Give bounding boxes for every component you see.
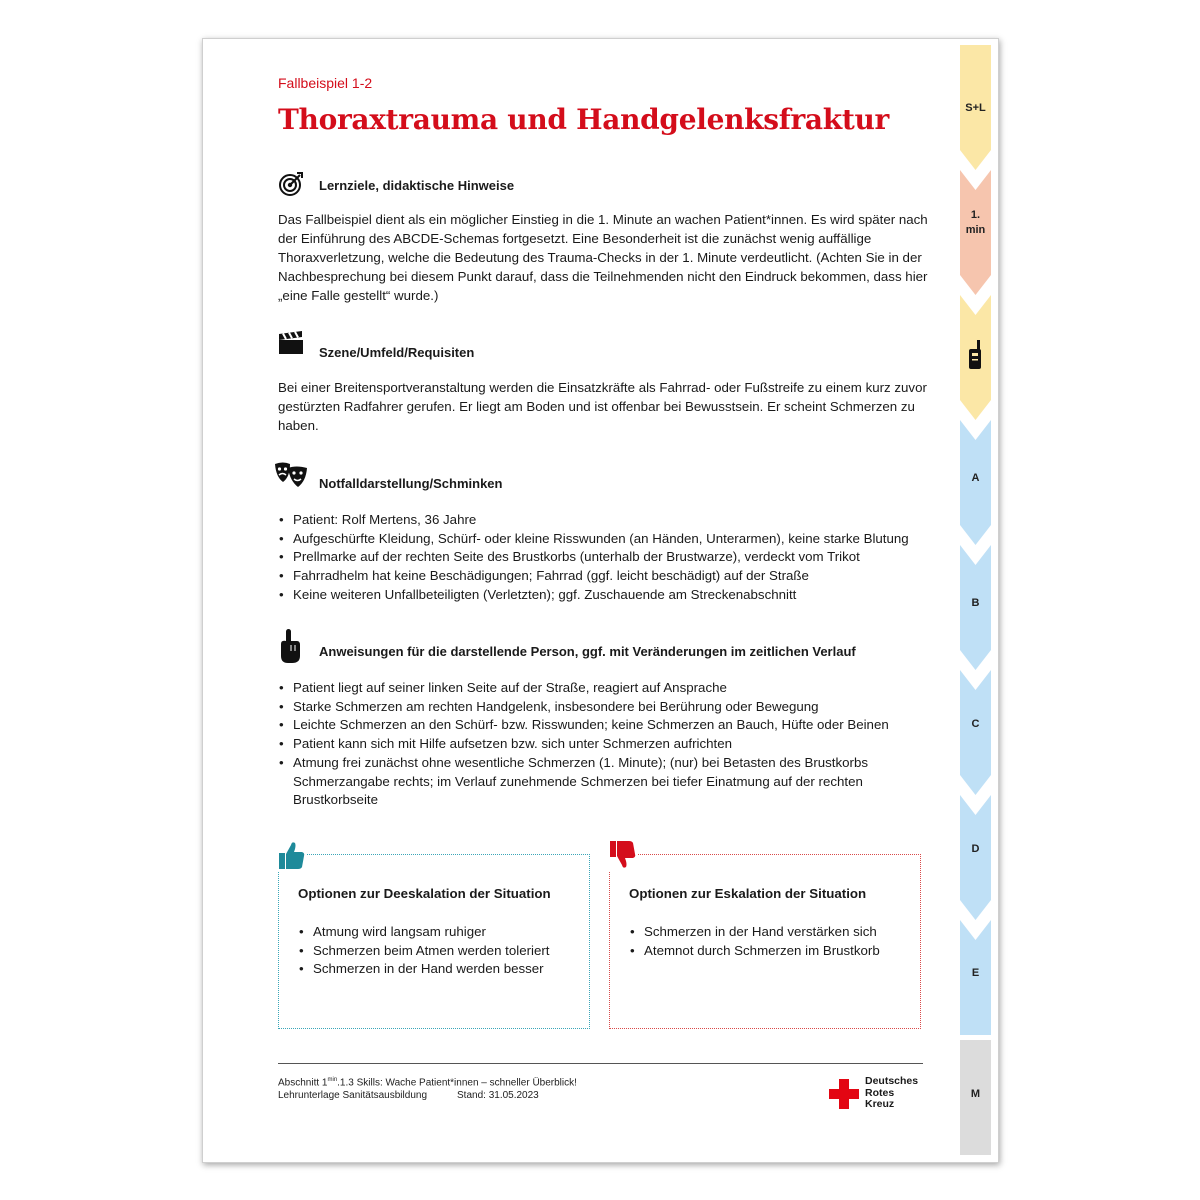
list-item: • Starke Schmerzen am rechten Handgelenk, insbesondere bei Berührung oder Bewegung bbox=[278, 698, 918, 717]
tab-a-label[interactable]: A bbox=[971, 472, 980, 484]
clapperboard-icon bbox=[278, 331, 304, 355]
list-item: • Atemnot durch Schmerzen im Brustkorb bbox=[629, 942, 914, 961]
deescalation-list bbox=[298, 923, 583, 979]
target-icon bbox=[278, 171, 304, 197]
escalation-box bbox=[609, 854, 921, 1029]
escalation-list bbox=[629, 923, 914, 960]
case-label: Fallbeispiel 1-2 bbox=[278, 75, 373, 91]
document-page bbox=[202, 38, 999, 1163]
tab-m-label[interactable]: M bbox=[970, 1088, 981, 1100]
drk-logo bbox=[829, 1075, 929, 1111]
thumbs-up-icon bbox=[275, 839, 307, 871]
page-title: Thoraxtrauma und Handgelenksfraktur bbox=[278, 103, 889, 136]
list-item: • Schmerzen beim Atmen werden toleriert bbox=[298, 942, 583, 961]
instructions-list bbox=[278, 679, 918, 810]
scene-text: Bei einer Breitensportveranstaltung werden die Einsatzkräfte als Fahrrad- oder Fußstreife zu einem kurz zuvor gestürzten Radfahrer gerufen. Er liegt am Boden und ist offenbar bei Bewusstsein. Er scheint Schmerzen zu haben. bbox=[278, 380, 927, 433]
list-item: • Aufgeschürfte Kleidung, Schürf- oder kleine Risswunden (an Händen, Unterarmen), keine starke Blutung bbox=[278, 530, 938, 549]
footer-document-line: Lehrunterlage Sanitätsausbildung Stand: 31.05.2023 bbox=[278, 1090, 539, 1101]
list-item: • Atmung frei zunächst ohne wesentliche Schmerzen (1. Minute); (nur) bei Betasten des Brustkorbs Schmerzangabe rechts; im Verlauf zunehmende Schmerzen bei tiefer Einatmung auf der rechten Brustkorbseite bbox=[278, 754, 918, 810]
tab-e-label[interactable]: E bbox=[971, 967, 980, 979]
list-item: • Prellmarke auf der rechten Seite des Brustkorbs (unterhalb der Brustwarze), verdeckt vom Trikot bbox=[278, 548, 938, 567]
list-item: • Keine weiteren Unfallbeteiligten (Verletzten); ggf. Zuschauende am Streckenabschnitt bbox=[278, 586, 938, 605]
pointing-hand-icon bbox=[279, 629, 301, 665]
goals-heading: Lernziele, didaktische Hinweise bbox=[319, 178, 515, 193]
list-item: • Leichte Schmerzen an den Schürf- bzw. Risswunden; keine Schmerzen an Bauch, Hüfte oder Beinen bbox=[278, 716, 918, 735]
list-item: • Atmung wird langsam ruhiger bbox=[298, 923, 583, 942]
footer-divider bbox=[278, 1063, 923, 1064]
logo-text: Deutsches Rotes Kreuz bbox=[865, 1075, 919, 1110]
list-item: • Fahrradhelm hat keine Beschädigungen; Fahrrad (ggf. leicht beschädigt) auf der Straße bbox=[278, 567, 938, 586]
red-cross-icon bbox=[829, 1079, 859, 1109]
list-item: • Patient liegt auf seiner linken Seite auf der Straße, reagiert auf Ansprache bbox=[278, 679, 918, 698]
tab-sl-label[interactable]: S+L bbox=[965, 102, 986, 114]
list-item: • Schmerzen in der Hand verstärken sich bbox=[629, 923, 914, 942]
scene-heading: Szene/Umfeld/Requisiten bbox=[319, 345, 475, 360]
radio-icon[interactable] bbox=[968, 340, 983, 370]
tab-1min-label[interactable]: 1. min bbox=[965, 209, 986, 236]
tab-c-label[interactable]: C bbox=[971, 718, 980, 730]
list-item: • Patient kann sich mit Hilfe aufsetzen bzw. sich unter Schmerzen aufrichten bbox=[278, 735, 918, 754]
footer-section-line: Abschnitt $1^{min}.1.3$ Skills: Wache Patient*innen – schneller Überblick! bbox=[278, 1077, 577, 1089]
theater-masks-icon bbox=[273, 461, 309, 489]
deescalation-box bbox=[278, 854, 590, 1029]
goals-text: Das Fallbeispiel dient als ein möglicher Einstieg in die 1. Minute an wachen Patient*innen. Es wird später nach der Einführung des ABCDE-Schemas fortgesetzt. Eine Besonderheit ist die zunächst wenig auffällige Thoraxverletzung, welche die Bedeutung des Trauma-Checks in der 1. Minute verdeutlicht. (Achten Sie in der Nachbesprechung bei diesem Punkt darauf, dass die Teilnehmenden nicht den Eindruck bekommen, dass hier „eine Falle gestellt“ wurde.) bbox=[278, 212, 928, 303]
list-item: • Patient: Rolf Mertens, 36 Jahre bbox=[278, 511, 938, 530]
makeup-heading: Notfalldarstellung/Schminken bbox=[319, 476, 503, 491]
deescalation-heading: Optionen zur Deeskalation der Situation bbox=[298, 886, 551, 901]
escalation-heading: Optionen zur Eskalation der Situation bbox=[629, 886, 867, 901]
list-item: • Schmerzen in der Hand werden besser bbox=[298, 960, 583, 979]
tab-b-label[interactable]: B bbox=[971, 597, 980, 609]
tab-d bbox=[960, 795, 991, 920]
tab-d-label[interactable]: D bbox=[971, 843, 980, 855]
tab-c bbox=[960, 670, 991, 795]
thumbs-down-icon bbox=[606, 839, 638, 871]
instructions-heading: Anweisungen für die darstellende Person, ggf. mit Veränderungen im zeitlichen Verlauf bbox=[319, 644, 856, 659]
makeup-list bbox=[278, 511, 938, 605]
register-tabs bbox=[960, 45, 991, 1155]
